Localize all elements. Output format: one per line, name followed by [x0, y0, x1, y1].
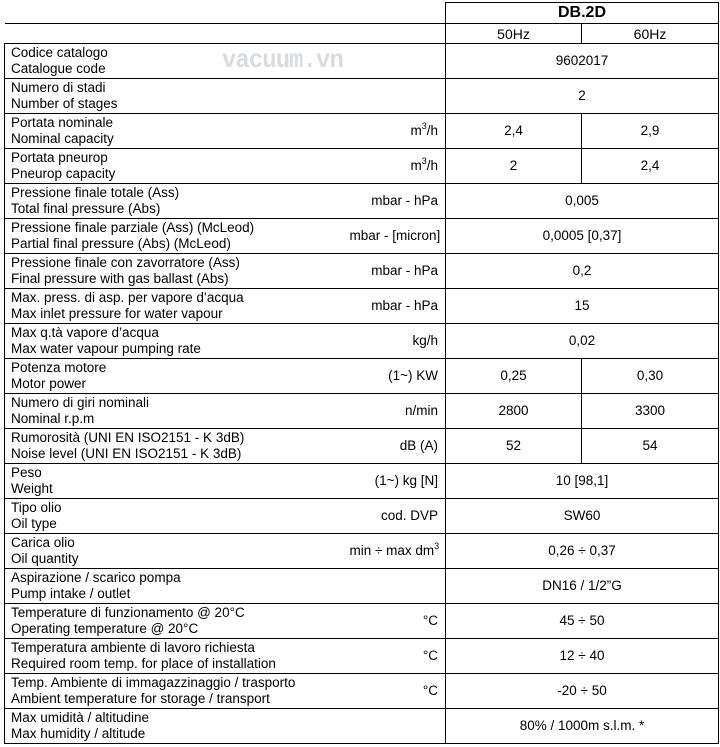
spec-value-60hz: 0,30 — [582, 359, 719, 394]
spec-label — [5, 394, 350, 429]
spec-value-50hz: 52 — [446, 429, 582, 464]
label-english: Pump intake / outlet — [11, 586, 131, 601]
spec-label — [5, 219, 350, 254]
spec-value: -20 ÷ 50 — [446, 674, 719, 709]
spec-label — [5, 429, 350, 464]
unit-text: m — [410, 158, 422, 173]
spec-table — [4, 2, 719, 744]
unit-text: °C — [422, 613, 438, 628]
spec-row — [5, 254, 719, 289]
spec-unit — [350, 359, 446, 394]
label-italian: Pressione finale totale (Ass) — [11, 185, 180, 200]
spec-label — [5, 569, 350, 604]
spec-value: 2 — [446, 79, 719, 114]
label-italian: Temperatura ambiente di lavoro richiesta — [11, 640, 255, 655]
unit-text: m — [410, 123, 422, 138]
spec-unit — [350, 639, 446, 674]
label-italian: Max. press. di asp. per vapore d’acqua — [11, 290, 244, 305]
label-english: Nominal capacity — [11, 131, 114, 146]
label-italian: Peso — [11, 465, 42, 480]
spec-row — [5, 114, 719, 149]
spec-label — [5, 709, 350, 744]
label-english: Motor power — [11, 376, 87, 391]
header-blank-cell — [5, 3, 446, 24]
spec-value: 45 ÷ 50 — [446, 604, 719, 639]
model-name: DB.2D — [446, 3, 719, 24]
label-english: Max inlet pressure for water vapour — [11, 306, 223, 321]
spec-unit — [350, 429, 446, 464]
spec-unit — [350, 464, 446, 499]
spec-value: 9602017 — [446, 44, 719, 79]
label-english: Nominal r.p.m — [11, 411, 95, 426]
freq-60hz-header: 60Hz — [582, 24, 719, 44]
spec-label — [5, 289, 350, 324]
unit-suffix: /h — [426, 158, 438, 173]
label-italian: Carica olio — [11, 535, 75, 550]
label-english: Ambient temperature for storage / transport — [11, 691, 270, 706]
spec-row — [5, 44, 719, 79]
label-italian: Max umidità / altitudine — [11, 710, 150, 725]
spec-unit — [350, 499, 446, 534]
spec-label — [5, 44, 350, 79]
spec-label — [5, 464, 350, 499]
label-english: Max water vapour pumping rate — [11, 341, 201, 356]
spec-value: 80% / 1000m s.l.m. * — [446, 709, 719, 744]
label-italian: Pressione finale con zavorratore (Ass) — [11, 255, 240, 270]
spec-label — [5, 359, 350, 394]
unit-text: kg/h — [412, 333, 438, 348]
spec-row — [5, 324, 719, 359]
spec-value: 0,02 — [446, 324, 719, 359]
header-blank-cell — [5, 24, 446, 44]
spec-row — [5, 569, 719, 604]
spec-row — [5, 429, 719, 464]
unit-text: min ÷ max dm — [349, 543, 435, 558]
unit-text: °C — [422, 683, 438, 698]
spec-unit — [350, 254, 446, 289]
freq-50hz-header: 50Hz — [446, 24, 582, 44]
label-italian: Temperature di funzionamento @ 20°C — [11, 605, 245, 620]
spec-row — [5, 604, 719, 639]
spec-value-50hz: 2,4 — [446, 114, 582, 149]
spec-unit — [350, 604, 446, 639]
spec-row — [5, 639, 719, 674]
label-english: Partial final pressure (Abs) (McLeod) — [11, 236, 231, 251]
spec-value-50hz: 2800 — [446, 394, 582, 429]
spec-label — [5, 324, 350, 359]
label-english: Noise level (UNI EN ISO2151 - K 3dB) — [11, 446, 242, 461]
label-italian: Potenza motore — [11, 360, 107, 375]
unit-text: mbar - hPa — [371, 298, 438, 313]
spec-value: 0,005 — [446, 184, 719, 219]
spec-unit — [350, 184, 446, 219]
spec-unit — [350, 534, 446, 569]
spec-label — [5, 79, 350, 114]
spec-row — [5, 184, 719, 219]
unit-text: cod. DVP — [380, 508, 438, 523]
spec-value-60hz: 2,4 — [582, 149, 719, 184]
spec-unit — [350, 569, 446, 604]
spec-value-50hz: 0,25 — [446, 359, 582, 394]
label-italian: Aspirazione / scarico pompa — [11, 570, 181, 585]
spec-label — [5, 149, 350, 184]
spec-value: 0,0005 [0,37] — [446, 219, 719, 254]
spec-unit — [350, 709, 446, 744]
label-english: Operating temperature @ 20°C — [11, 621, 199, 636]
label-italian: Rumorosità (UNI EN ISO2151 - K 3dB) — [11, 430, 245, 445]
spec-value: 12 ÷ 40 — [446, 639, 719, 674]
spec-unit — [350, 394, 446, 429]
unit-text: mbar - hPa — [371, 263, 438, 278]
unit-exponent: 3 — [421, 121, 427, 131]
unit-text: dB (A) — [399, 438, 438, 453]
spec-row — [5, 394, 719, 429]
unit-suffix: /h — [426, 123, 438, 138]
label-italian: Temp. Ambiente di immagazzinaggio / trasporto — [11, 675, 296, 690]
spec-value: SW60 — [446, 499, 719, 534]
label-italian: Numero di stadi — [11, 80, 106, 95]
spec-unit — [350, 324, 446, 359]
spec-value: DN16 / 1/2”G — [446, 569, 719, 604]
label-italian: Pressione finale parziale (Ass) (McLeod) — [11, 220, 255, 235]
spec-row — [5, 219, 719, 254]
unit-text: n/min — [404, 403, 438, 418]
spec-label — [5, 534, 350, 569]
spec-value: 0,2 — [446, 254, 719, 289]
spec-label — [5, 639, 350, 674]
label-italian: Portata pneurop — [11, 150, 108, 165]
spec-value-60hz: 54 — [582, 429, 719, 464]
label-english: Pneurop capacity — [11, 166, 116, 181]
label-english: Final pressure with gas ballast (Abs) — [11, 271, 229, 286]
spec-row — [5, 534, 719, 569]
spec-label — [5, 184, 350, 219]
spec-row — [5, 289, 719, 324]
unit-exponent: 3 — [421, 156, 427, 166]
spec-value: 10 [98,1] — [446, 464, 719, 499]
spec-unit — [350, 289, 446, 324]
unit-text: mbar - hPa — [371, 193, 438, 208]
label-english: Number of stages — [11, 96, 118, 111]
label-italian: Numero di giri nominali — [11, 395, 150, 410]
frequency-header-row — [5, 24, 719, 44]
spec-label — [5, 674, 350, 709]
watermark-logo: vacuum.vn — [222, 45, 343, 75]
unit-text: (1~) KW — [388, 368, 438, 383]
unit-exponent: 3 — [434, 541, 440, 551]
unit-text: mbar - [micron] — [349, 228, 441, 243]
label-english: Required room temp. for place of installation — [11, 656, 276, 671]
spec-value-50hz: 2 — [446, 149, 582, 184]
spec-label — [5, 499, 350, 534]
label-english: Oil quantity — [11, 551, 79, 566]
model-header-row — [5, 3, 719, 24]
label-italian: Max q.tà vapore d’acqua — [11, 325, 159, 340]
label-english: Catalogue code — [11, 61, 106, 76]
label-italian: Portata nominale — [11, 115, 114, 130]
spec-unit — [350, 674, 446, 709]
spec-unit — [350, 79, 446, 114]
spec-label — [5, 254, 350, 289]
spec-row — [5, 359, 719, 394]
label-english: Weight — [11, 481, 53, 496]
spec-unit — [350, 114, 446, 149]
spec-row — [5, 464, 719, 499]
spec-row — [5, 674, 719, 709]
spec-value: 15 — [446, 289, 719, 324]
label-italian: Codice catalogo — [11, 45, 108, 60]
spec-unit — [350, 44, 446, 79]
unit-text: °C — [422, 648, 438, 663]
spec-value-60hz: 2,9 — [582, 114, 719, 149]
label-english: Total final pressure (Abs) — [11, 201, 161, 216]
spec-unit — [350, 219, 446, 254]
spec-row — [5, 709, 719, 744]
spec-label — [5, 114, 350, 149]
spec-value: 0,26 ÷ 0,37 — [446, 534, 719, 569]
spec-row — [5, 79, 719, 114]
spec-row — [5, 499, 719, 534]
spec-unit — [350, 149, 446, 184]
spec-row — [5, 149, 719, 184]
label-english: Max humidity / altitude — [11, 726, 146, 741]
unit-text: (1~) kg [N] — [374, 473, 438, 488]
spec-label — [5, 604, 350, 639]
spec-value-60hz: 3300 — [582, 394, 719, 429]
label-italian: Tipo olio — [11, 500, 62, 515]
label-english: Oil type — [11, 516, 57, 531]
